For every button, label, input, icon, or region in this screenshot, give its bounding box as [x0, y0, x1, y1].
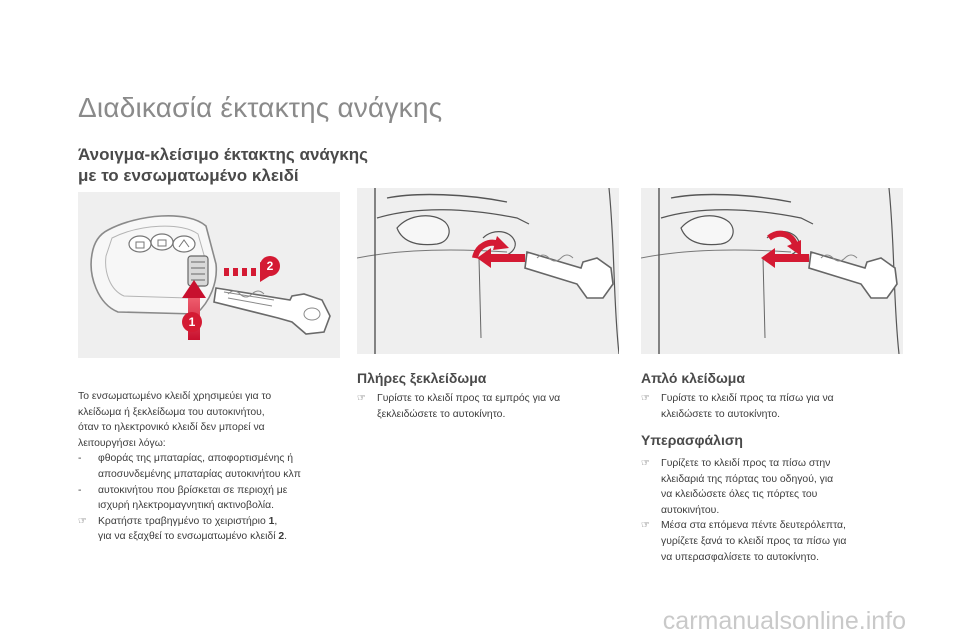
pointing-hand-icon: ☞ [357, 393, 366, 404]
deadlock-title: Υπερασφάλιση [641, 432, 743, 448]
list-item-step [78, 514, 340, 545]
list-item-line: ξεκλειδώσετε το αυτοκίνητο. [377, 408, 506, 420]
pointing-hand-icon: ☞ [641, 520, 650, 532]
section-title [78, 144, 368, 186]
list-item-line: αυτοκινήτου. [661, 504, 720, 516]
simple-lock-text [641, 391, 903, 422]
unlock-button-icon [151, 234, 173, 250]
list-item [357, 391, 619, 422]
intro-text [78, 389, 340, 545]
integrated-key-drawing [214, 288, 330, 334]
list-item [641, 518, 911, 565]
list-item-line: αποσυνδεμένης μπαταρίας αυτοκινήτου κλπ [98, 468, 301, 480]
step-punct: . [284, 531, 288, 543]
simple-lock-title: Απλό κλείδωμα [641, 370, 745, 386]
door-lock-drawing [641, 188, 903, 354]
pointing-hand-icon: ☞ [641, 458, 650, 469]
list-item-radiation [78, 483, 340, 514]
illustration-full-unlock [357, 188, 619, 354]
list-item-line: φθοράς της μπαταρίας, αποφορτισμένης ή [98, 453, 294, 465]
intro-line: λειτουργήσει λόγω: [78, 437, 166, 449]
list-item [641, 391, 903, 422]
list-item-line: γυρίζετε ξανά το κλειδί προς τα πίσω για [661, 535, 847, 547]
dash-marker: - [78, 453, 82, 465]
list-item-line: αυτοκινήτου που βρίσκεται σε περιοχή με [98, 484, 288, 496]
illustration-simple-lock [641, 188, 903, 354]
pointing-hand-icon: ☞ [641, 393, 650, 404]
list-item-line: Γυρίστε το κλειδί προς τα πίσω για να [661, 393, 834, 404]
list-item-line: ισχυρή ηλεκτρομαγνητική ακτινοβολία. [98, 500, 275, 512]
callout-badge-2: 2 [260, 256, 280, 276]
lock-button-icon [129, 236, 151, 252]
step-ref-2: 2 [278, 531, 285, 543]
door-unlock-drawing [357, 188, 619, 354]
step-ref-1: 1 [268, 515, 275, 527]
section-title-line2: με το ενσωματωμένο κλειδί [78, 166, 299, 185]
watermark: carmanualsonline.info [662, 607, 906, 635]
list-item-line: να υπερασφαλίσετε το αυτοκίνητο. [661, 551, 819, 563]
step-punct: , [274, 515, 278, 527]
rotate-backward-arrow-icon [769, 234, 795, 244]
key-drawing [809, 252, 897, 298]
key-fob-drawing [78, 192, 340, 358]
list-item [641, 456, 911, 518]
list-item-line [98, 514, 340, 530]
list-item-line: Γυρίζετε το κλειδί προς τα πίσω στην [661, 458, 831, 469]
step-text: για να εξαχθεί το ενσωματωμένο κλειδί [98, 531, 279, 543]
list-item-line: να κλειδώσετε όλες τις πόρτες του [661, 489, 818, 501]
step-text: Κρατήστε τραβηγμένο το χειριστήριο [98, 515, 269, 527]
callout-badge-1: 1 [182, 312, 202, 332]
list-item-line: Μέσα στα επόμενα πέντε δευτερόλεπτα, [661, 520, 846, 532]
trunk-button-icon [173, 236, 195, 252]
key-drawing [525, 252, 613, 298]
list-item-battery [78, 451, 340, 482]
deadlock-text [641, 456, 911, 565]
pointing-hand-icon: ☞ [78, 515, 87, 527]
list-item-line [98, 529, 340, 545]
list-item-line: Γυρίστε το κλειδί προς τα εμπρός για να [377, 393, 561, 404]
illustration-key-fob [78, 192, 340, 358]
intro-line: κλείδωμα ή ξεκλείδωμα του αυτοκινήτου, [78, 406, 265, 418]
page-title: Διαδικασία έκτακτης ανάγκης [78, 92, 443, 123]
release-control [188, 256, 208, 286]
full-unlock-text [357, 391, 619, 422]
intro-line: όταν το ηλεκτρονικό κλειδί δεν μπορεί να [78, 422, 265, 434]
full-unlock-title: Πλήρες ξεκλείδωμα [357, 370, 487, 386]
insert-arrow-icon [489, 254, 525, 262]
dash-marker: - [78, 484, 82, 496]
list-item-line: κλειδώσετε το αυτοκίνητο. [661, 408, 781, 420]
door-handle-icon [397, 216, 449, 245]
door-handle-icon [681, 216, 733, 245]
list-item-line: κλειδαριά της πόρτας του οδηγού, για [661, 473, 834, 485]
intro-line: Το ενσωματωμένο κλειδί χρησιμεύει για το [78, 391, 272, 402]
section-title-line1: Άνοιγμα-κλείσιμο έκτακτης ανάγκης [78, 145, 369, 164]
insert-arrow-icon [773, 254, 809, 262]
